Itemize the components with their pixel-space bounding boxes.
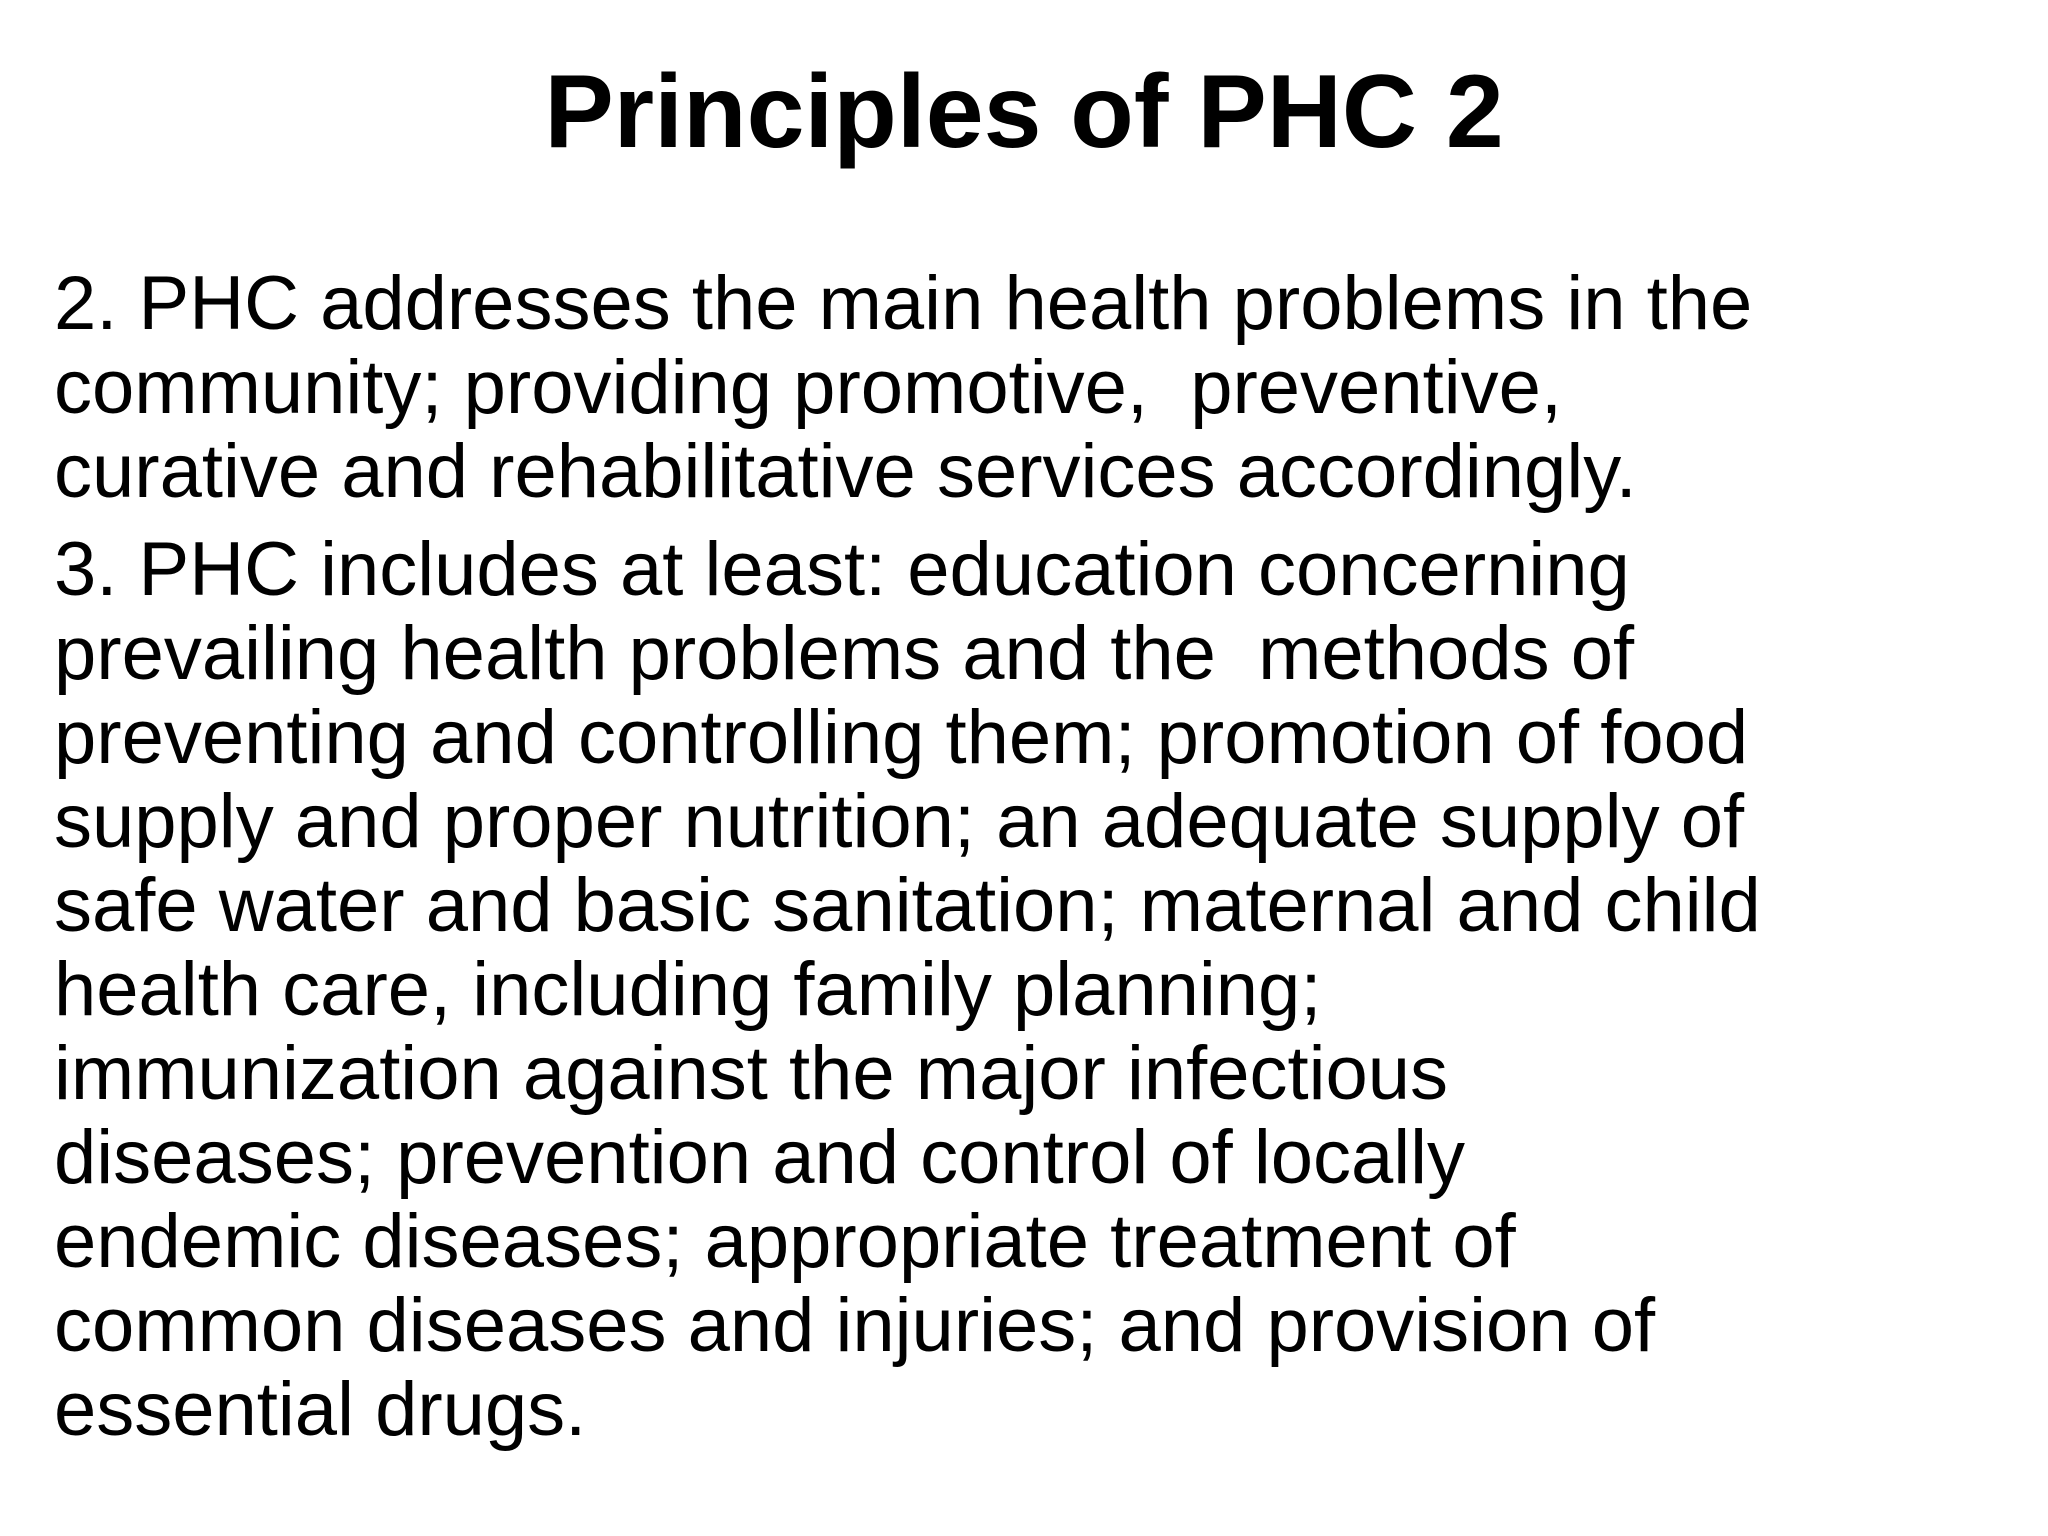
text-line: preventing and controlling them; promotion of food [54,695,1749,780]
text-line: diseases; prevention and control of locally [54,1115,1466,1200]
text-line: essential drugs. [54,1367,587,1452]
text-line: supply and proper nutrition; an adequate supply of [54,779,1745,864]
text-line: community; providing promotive, preventive, [54,345,1562,430]
text-line: endemic diseases; appropriate treatment of [54,1199,1516,1284]
text-line: prevailing health problems and the methods of [54,611,1635,696]
slide-title: Principles of PHC 2 [544,54,1504,170]
text-line: 2. PHC addresses the main health problems in the [54,261,1753,346]
text-line: safe water and basic sanitation; maternal and child [54,863,1761,948]
text-line: common diseases and injuries; and provision of [54,1283,1656,1368]
text-line: 3. PHC includes at least: education concerning [54,527,1630,612]
text-line: curative and rehabilitative services accordingly. [54,429,1637,514]
slide-body [54,262,2014,1466]
text-line: immunization against the major infectious [54,1031,1449,1116]
paragraph-principle-3 [54,528,2014,1452]
paragraph-principle-2 [54,262,2014,514]
text-line: health care, including family planning; [54,947,1322,1032]
